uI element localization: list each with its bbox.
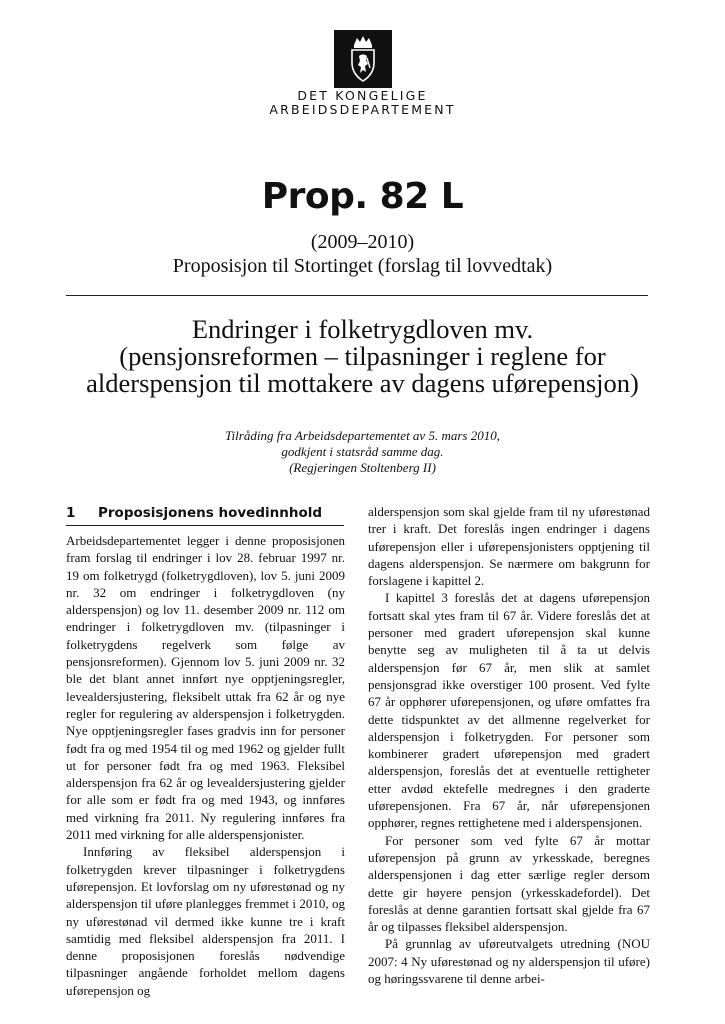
coat-of-arms-icon <box>334 30 392 88</box>
recommendation-line-2: godkjent i statsråd samme dag. <box>281 444 444 459</box>
recommendation-note <box>0 428 725 476</box>
section-divider <box>66 525 344 526</box>
section-title: Proposisjonens hovedinnhold <box>98 505 323 521</box>
left-paragraph-2: Innføring av fleksibel alderspensjon i folketrygden krever tilpasninger i folketrygdens uførepensjon. Et lovforslag om ny uførestønad og ny alderspensjon til uføre planlegges fremmet i 2010, og ny uførestønad vil dermed ikke kunne tre i kraft samtidig med fleksibel alderspensjon fra 2011. I denne proposisjonen foreslås nødvendige tilpasninger angående forholdet mellom dagens uførepensjon og <box>66 844 345 998</box>
section-heading <box>66 505 344 521</box>
left-column <box>66 532 345 999</box>
title-line-2: (pensjonsreformen – tilpasninger i reglene for <box>119 341 606 371</box>
title-line-1: Endringer i folketrygdloven mv. <box>191 314 534 344</box>
left-paragraph-1: Arbeidsdepartementet legger i denne proposisjonen fram forslag til endringer i lov 28. februar 1997 nr. 19 om folketrygd (folketrygdloven), lov 5. juni 2009 nr. 32 om endringer i folketrygdloven (ny alderspensjon) og lov 11. desember 2009 nr. 112 om endringer i folketrygdloven mv. (tilpasninger i folketrygdens regelverk som følge av pensjonsreformen). Gjennom lov 5. juni 2009 nr. 32 ble det blant annet innført nye opptjeningsregler, levealdersjustering, fleksibelt uttak fra 62 år og nye regler for regulering av alderspensjon i folketrygden. Nye opptjeningsregler fases gradvis inn for personer født fra og med 1954 til og med 1962 og gjelder fullt ut for personer født fra og med 1963. Fleksibel alderspensjon fra 62 år og levealdersjustering gjelder for alle som er født fra og med 1943, og innføres med virkning fra 2011. Ny regulering innføres fra 2011 med virkning for alle alderspensjonister. <box>66 533 345 843</box>
right-paragraph-3: For personer som ved fylte 67 år mottar uførepensjon på grunn av yrkesskade, beregnes alderspensjonen i dag etter særlige regler dersom dette gir høyere pensjon (yrkesskadefordel). Det foreslås at denne garantien fortsatt skal gjelde fra 67 år og tilpasses fleksibel alderspensjon. <box>368 832 650 935</box>
right-column <box>368 503 650 987</box>
ministry-name-line2: ARBEIDSDEPARTEMENT <box>269 102 456 117</box>
right-paragraph-2: I kapittel 3 foreslås det at dagens uførepensjon fortsatt skal ytes fram til 67 år. Videre foreslås det at personer med gradert uførepensjon skal kunne benytte seg av muligheten til å ta ut delvis alderspensjon før 67 år, men slik at samlet pensjonsgrad ikke overstiger 100 prosent. Ved fylte 67 år opphører uførepensjonen, og uføre omfattes fra dette tidspunktet av det allmenne regelverket for alderspensjon i folketrygden. For personer som kombinerer gradert uførepensjon med gradert alderspensjon, foreslås det at eventuelle rettigheter etter avdød ektefelle medregnes i den graderte uførepensjonen. Fra 67 år, når uførepensjonen opphører, regnes rettighetene med i alderspensjonen. <box>368 590 650 831</box>
proposition-number: Prop. 82 L <box>261 176 464 217</box>
proposition-type: Proposisjon til Stortinget (forslag til lovvedtak) <box>172 255 553 277</box>
ministry-name-line1: DET KONGELIGE <box>297 88 428 103</box>
recommendation-line-3: (Regjeringen Stoltenberg II) <box>289 460 436 475</box>
section-number: 1 <box>66 505 76 521</box>
session-years: (2009–2010) <box>310 231 415 253</box>
header-divider <box>66 295 648 296</box>
title-line-3: alderspensjon til mottakere av dagens uførepensjon) <box>86 368 639 398</box>
recommendation-line-1: Tilråding fra Arbeidsdepartementet av 5. mars 2010, <box>225 428 500 443</box>
right-paragraph-4: På grunnlag av uføreutvalgets utredning (NOU 2007: 4 Ny uførestønad og ny alderspensjon til uføre) og høringssvarene til denne arbei- <box>368 936 650 987</box>
right-paragraph-1: alderspensjon som skal gjelde fram til ny uførestønad trer i kraft. Det foreslås ingen endringer i dagens uførepensjon eller i uførepensjonisters opptjening til dagens alderspensjon. Se nærmere om bakgrunn for forslagene i kapittel 2. <box>368 504 650 589</box>
document-title <box>0 316 725 397</box>
